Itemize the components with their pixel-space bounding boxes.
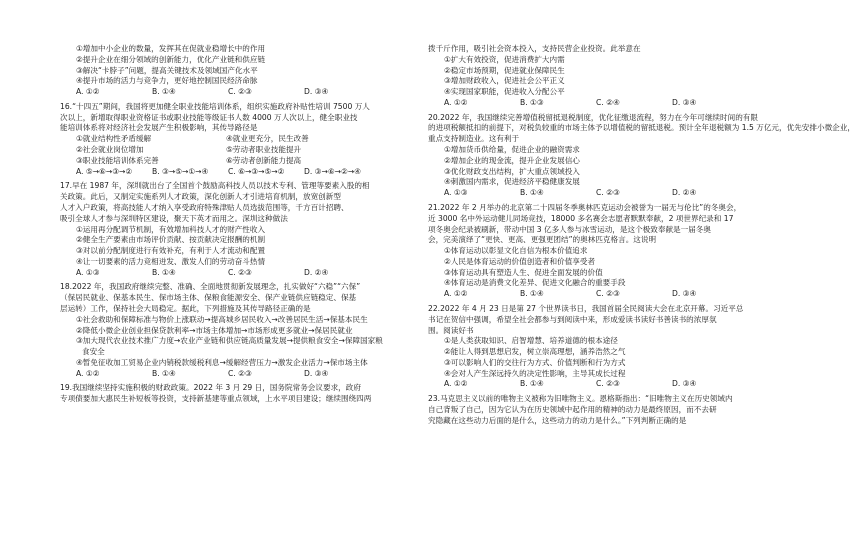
choice-a: A. ①③	[76, 267, 100, 277]
question-number: 19.	[60, 383, 73, 393]
question-stem-line: 重点支持制造业。这有利于	[428, 134, 520, 144]
choice-b: B. ①④	[520, 188, 544, 198]
question-stem-line: 层运转）工作，保持社会大局稳定。据此，下列措施及其传导路径正确的是	[60, 303, 311, 313]
left-column	[60, 44, 412, 405]
choice-c: C. ②③	[596, 289, 620, 299]
answer-choices	[60, 167, 412, 178]
question-18	[60, 282, 412, 379]
question-15-tail	[60, 44, 412, 98]
option: ⑤劳动者职业技能提升	[226, 145, 302, 155]
option: ④会对人产生深远持久的决定性影响，主导其成长过程	[444, 368, 626, 378]
option: ④实现国家职能，促进收入分配公平	[444, 87, 565, 97]
choice-d: D. ③④	[672, 379, 697, 389]
question-22	[428, 304, 780, 390]
option: ③对以前分配制度进行有效补充，有利于人才流动和配置	[76, 246, 266, 256]
choice-d: D. ③④	[672, 97, 697, 107]
question-stem-line: “十四五”期间，我国将更加健全职业技能培训体系，组织实施政府补贴性培训 7500 万人	[72, 101, 370, 111]
option: ②稳定市场预期，促进就业保障民生	[444, 65, 565, 75]
option: ①社会救助和保障标准与物价上涨联动→提高城乡居民收入→改善居民生活→保基本民生	[76, 314, 368, 324]
question-number: 18.	[60, 282, 73, 292]
choice-c: C. ②④	[596, 97, 620, 107]
option: ①是人类获取知识、启智增慧、培养道德的根本途径	[444, 336, 618, 346]
choice-c: C. ②③	[596, 188, 620, 198]
option: ③优化财政支出结构，扩大重点领域投入	[444, 166, 580, 176]
question-stem-line: 书记在贺信中强调，希望全社会都参与到阅读中来，形成爱读书读好书善读书的浓厚氛	[428, 314, 717, 324]
choice-b: B. ①④	[152, 87, 176, 97]
choice-a: A. ①②	[444, 289, 468, 299]
option: ④就业更充分，民生改善	[226, 134, 309, 144]
question-stem-line: 2022 年，我国继续完善增值税留抵退税制度，优化征缴退流程，努力在今年可继续时间的有限	[440, 112, 758, 122]
option: ①增加中小企业的数量，发挥其在促就业稳增长中的作用	[76, 44, 266, 53]
question-19-continued	[428, 44, 780, 109]
option: ③体育运动具有塑造人生、促进全面发展的价值	[444, 267, 603, 277]
choice-d: D. ③④	[304, 87, 329, 97]
choice-c: C. ②③	[228, 87, 252, 97]
question-stem-line: 围。阅读好书	[428, 325, 474, 335]
choice-a: A. ①②	[444, 379, 468, 389]
option: ④暂免征收加工贸易企业内销税款缓税利息→缓解经营压力→激发企业活力→保市场主体	[76, 357, 368, 367]
choice-a: A. ⑤→⑥→③→②	[76, 166, 133, 176]
option: ⑥劳动者创新能力提高	[226, 155, 302, 165]
question-21	[428, 203, 780, 300]
option: ③可以影响人们的交往行为方式、价值判断和行为方式	[444, 357, 626, 367]
question-stem-line: 项冬奥会纪录被刷新，带动中国 3 亿多人参与冰雪运动，是这个极致奉献是一届冬奥	[428, 224, 712, 234]
choice-c: C. ②③	[596, 379, 620, 389]
option: ④刺激国内需求，促进经济平稳健康发展	[444, 177, 580, 187]
question-stem-line: 2022 年 4 月 23 日是第 27 个世界读书日，我国首届全民阅读大会在北京开幕。习近平总	[440, 303, 744, 313]
option: ③解决“卡脖子”问题，提高关键技术及领域国产化水平	[76, 65, 258, 75]
choice-c: C. ②③	[228, 267, 252, 277]
option: ②能让人得到思想启发，树立崇高理想，涵养浩然之气	[444, 347, 626, 357]
question-stem-line: 近 3000 名中外运动健儿同场竞技，18000 多名赛会志愿者默默奉献，2 项世界纪录和 17	[428, 213, 734, 223]
option: ①运用再分配调节机制，有效增加科技人才的财产性收入	[76, 224, 266, 234]
question-17	[60, 181, 412, 278]
option: ④提升市场的活力与竞争力，更好地控制国民经济命脉	[76, 76, 258, 86]
option: ①体育运动以彰显文化自信为根本价值追求	[444, 246, 588, 256]
question-stem-line: 专项债要加大惠民生补短板等投资，支持新基建等重点领域，上水平项目建设；继续围绕四两	[60, 394, 372, 404]
answer-choices	[60, 268, 412, 279]
question-stem-line: 次以上，新增取得职业资格证书或职业技能等级证书人数 4000 万人次以上，健全职业技	[60, 112, 358, 122]
option: ②社会就业岗位增加	[76, 145, 144, 155]
right-column	[428, 44, 855, 427]
question-number: 16.	[60, 101, 73, 111]
option: ①就业结构性矛盾缓解	[76, 134, 152, 144]
choice-a: A. ①②	[76, 87, 100, 97]
option: ②降低小微企业创业担保贷款利率→市场主体增加→市场形成更多就业→保居民就业	[76, 325, 353, 335]
option: ②健全生产要素由市场评价贡献、按贡献决定报酬的机制	[76, 235, 266, 245]
choice-c: C. ⑥→③→⑤→②	[228, 166, 285, 176]
choice-b: B. ③→⑤→①→④	[152, 166, 209, 176]
choice-a: A. ①②	[76, 368, 100, 378]
question-stem-line: 我国继续坚持实施积极的财政政策。2022 年 3 月 29 日，国务院常务会议要求，政府	[72, 383, 361, 393]
choice-a: A. ①②	[444, 97, 468, 107]
option: ④让一切要素的活力竞相迸发、激发人们的劳动奋斗热情	[76, 256, 266, 266]
question-stem-line: 究隐藏在这些动力后面的是什么，这些动力的动力是什么。”下列判断正确的是	[428, 415, 687, 425]
choice-d: D. ②④	[304, 267, 329, 277]
question-number: 20.	[428, 112, 441, 122]
question-number: 22.	[428, 303, 441, 313]
question-stem-line: 人才入户政策，将高技能人才纳入享受政府特殊津贴人员选拔范围等，千方百计招聘、	[60, 202, 349, 212]
question-stem-line: 早在 1987 年，深圳就出台了全国首个鼓励高科技人员以技术专利、管理等要素入股的相	[72, 181, 370, 191]
answer-choices	[60, 87, 412, 98]
choice-b: B. ①③	[520, 97, 544, 107]
question-stem-line: 自己背叛了自己，因为它认为在历史领域中起作用的精神的动力是最终原因，而不去研	[428, 405, 717, 414]
option: ③增加财政收入，促进社会公平正义	[444, 76, 565, 86]
choice-d: D. ③④	[672, 289, 697, 299]
choice-d: D. ③④	[304, 368, 329, 378]
option: ③职业技能培训体系完善	[76, 155, 159, 165]
option: ②提升企业在细分领域的创新能力，优化产业链和供应链	[76, 54, 266, 64]
question-20	[428, 112, 855, 199]
option: ②人民是体育运动的价值创造者和价值享受者	[444, 256, 596, 266]
choice-b: B. ①④	[520, 379, 544, 389]
question-stem-line: 2022 年 2 月举办的北京第二十四届冬季奥林匹克运动会被誉为一届无与伦比”的冬奥会，	[440, 202, 742, 212]
question-stem-line: 关政策。此后，又制定实施系列人才政策，深化创新人才引进培育机制，放宽创新型	[60, 192, 341, 202]
answer-choices	[428, 98, 780, 109]
option: 食安全	[82, 347, 105, 357]
option: ②增加企业的现金流，提升企业发展信心	[444, 155, 580, 165]
question-16	[60, 102, 412, 177]
option: ①扩大有效投资，促进消费扩大内需	[444, 54, 565, 64]
option: ③加大现代农业技术推广力度→农业产业链和供应链高质量发展→提供粮食安全→保障国家粮	[76, 336, 383, 346]
option: ①增加货币供给量，促进企业的融资需求	[444, 145, 580, 155]
question-number: 17.	[60, 181, 73, 191]
choice-b: B. ①④	[520, 289, 544, 299]
answer-choices	[428, 289, 780, 300]
question-stem-line: 吸引全球人才参与深圳特区建设，聚天下英才而用之。深圳这种做法	[60, 213, 288, 223]
question-number: 23.	[428, 394, 441, 404]
question-stem-line: 会，完美演绎了“更快、更高、更强更团结”的奥林匹克格言。这说明	[428, 235, 657, 245]
question-stem-line: 马克思主义以前的唯物主义被称为旧唯物主义。恩格斯指出：“旧唯物主义在历史领域内	[440, 394, 733, 404]
answer-choices	[60, 369, 412, 380]
question-number: 21.	[428, 202, 441, 212]
choice-b: B. ①④	[152, 267, 176, 277]
question-stem-line: 拨千斤作用，吸引社会资本投入，支持民营企业投资。此举意在	[428, 44, 641, 53]
question-stem-line: （保居民就业、保基本民生、保市场主体、保粮食能源安全、保产业链供应链稳定、保基	[60, 293, 357, 303]
answer-choices	[428, 188, 780, 199]
choice-d: D. ②④	[672, 188, 697, 198]
option: ④体育运动是消费文化差异、促进文化融合的重要手段	[444, 278, 626, 288]
question-stem-line: 2022 年，我国政府继续完整、准确、全面地贯彻新发展理念，扎实做好“六稳”“六保”	[72, 282, 361, 292]
choice-b: B. ①④	[152, 368, 176, 378]
choice-c: C. ②③	[228, 368, 252, 378]
choice-a: A. ①③	[444, 188, 468, 198]
answer-choices	[428, 379, 780, 390]
question-stem-line: 能培训体系将对经济社会发展产生积极影响，其传导路径是	[60, 123, 258, 133]
choice-d: D. ③→⑥→②→④	[304, 166, 361, 176]
question-stem-line: 的进项税额抵扣的前提下，对税负较重的市场主体予以增值税的留抵退税。预计全年退税额为 1.5 万亿元，优先安排小微企业，	[428, 123, 855, 133]
question-23	[428, 394, 780, 426]
question-19	[60, 383, 412, 405]
